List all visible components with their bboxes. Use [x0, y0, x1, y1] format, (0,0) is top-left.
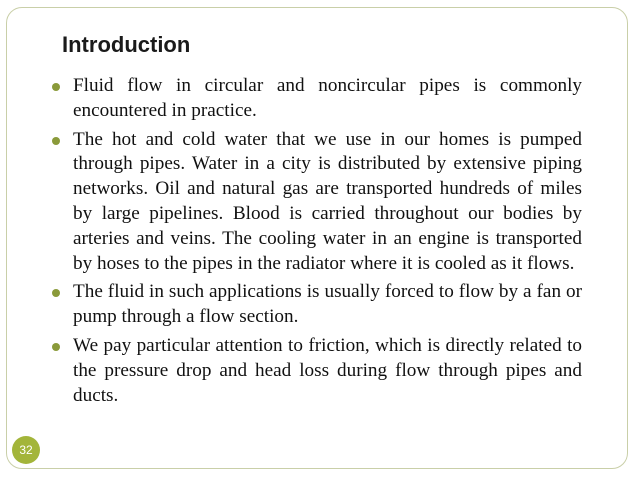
slide-title: Introduction: [62, 32, 191, 57]
bullet-list: [52, 74, 582, 412]
bullet-dot-icon: [52, 343, 60, 351]
bullet-item: [52, 334, 582, 408]
bullet-item: [52, 74, 582, 124]
bullet-text: Fluid flow in circular and noncircular pipes is commonly encountered in practice.: [73, 75, 582, 121]
bullet-dot-icon: [52, 137, 60, 145]
bullet-text: The fluid in such applications is usually forced to flow by a fan or pump through a flow section.: [73, 281, 582, 328]
bullet-item: [52, 128, 582, 277]
bullet-dot-icon: [52, 83, 60, 91]
bullet-text: The hot and cold water that we use in our homes is pumped through pipes. Water in a city is distributed by extensive piping networks. Oil and natural gas are transported hundreds of miles by large pipelines. Blood is carried throughout our bodies by arteries and veins. The cooling water in an engine is transported by hoses to the pipes in the radiator where it is cooled as it flows.: [73, 128, 582, 274]
page-number-badge: 32: [12, 436, 40, 464]
bullet-item: [52, 280, 582, 330]
bullet-dot-icon: [52, 289, 60, 297]
bullet-text: We pay particular attention to friction, which is directly related to the pressure drop and head loss during flow through pipes and ducts.: [73, 334, 582, 406]
